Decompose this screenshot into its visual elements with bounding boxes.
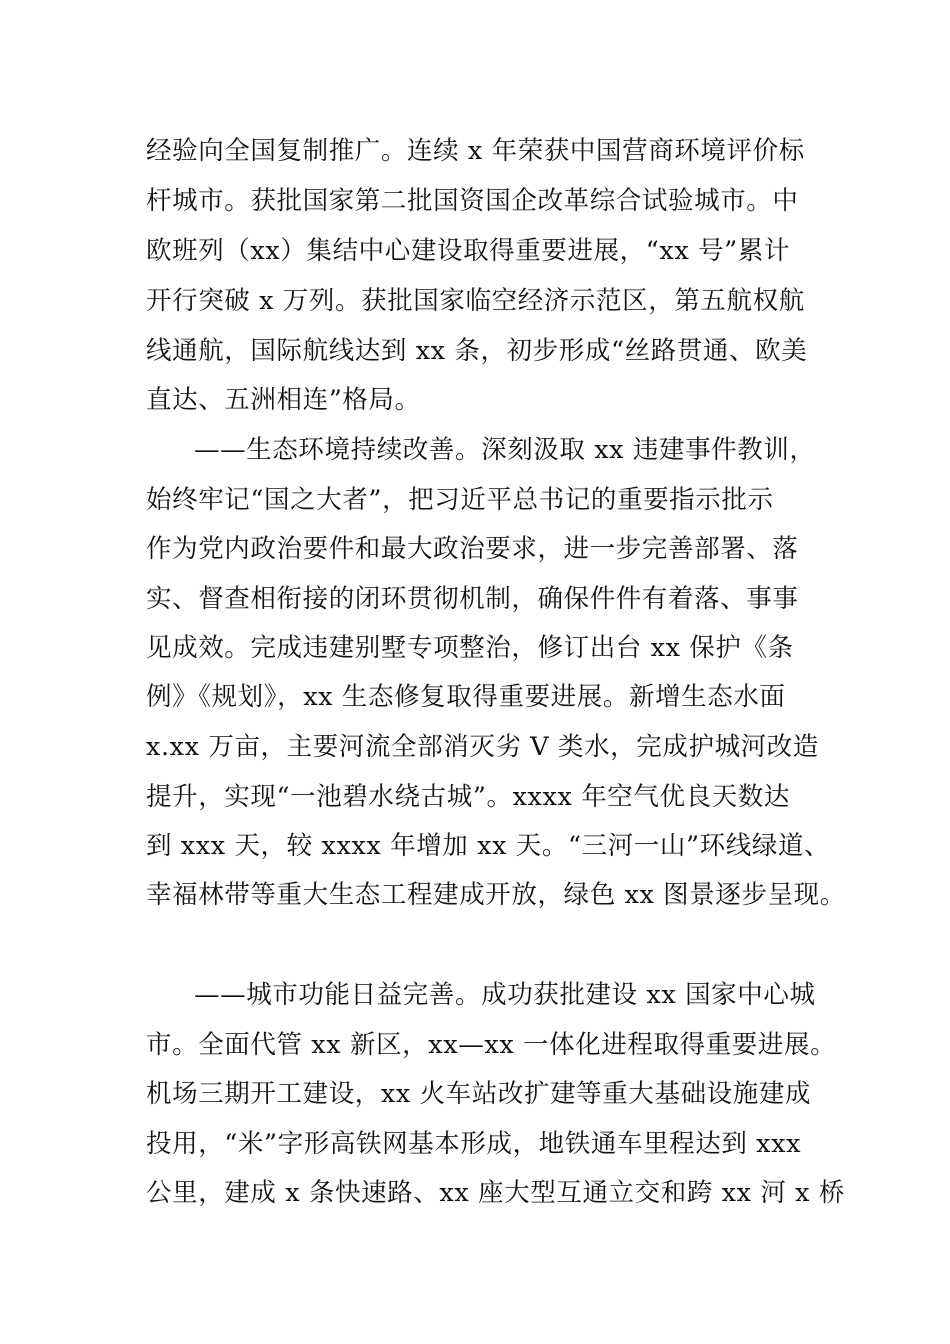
- paragraph-2-line-10: 幸福林带等重大生态工程建成开放，绿色 xx 图景逐步呈现。: [146, 880, 846, 910]
- paragraph-3-line-1: ——城市功能日益完善。成功获批建设 xx 国家中心城: [194, 980, 816, 1010]
- paragraph-1-line-2: 杆城市。获批国家第二批国资国企改革综合试验城市。中: [146, 186, 799, 216]
- paragraph-1-line-6: 直达、五洲相连”格局。: [146, 385, 421, 415]
- paragraph-3-line-4: 投用，“米”字形高铁网基本形成，地铁通车里程达到 xxx: [146, 1129, 802, 1159]
- paragraph-1-line-5: 线通航，国际航线达到 xx 条，初步形成“丝路贯通、欧美: [146, 336, 808, 366]
- paragraph-2-line-6: 例》《规划》，xx 生态修复取得重要进展。新增生态水面: [146, 682, 786, 712]
- paragraph-2-line-3: 作为党内政治要件和最大政治要求，进一步完善部署、落: [146, 534, 799, 564]
- paragraph-2-line-8: 提升，实现“一池碧水绕古城”。xxxx 年空气优良天数达: [146, 782, 791, 812]
- paragraph-2-line-7: x.xx 万亩，主要河流全部消灭劣 V 类水，完成护城河改造: [146, 732, 819, 762]
- paragraph-1-line-4: 开行突破 x 万列。获批国家临空经济示范区，第五航权航: [146, 286, 805, 316]
- paragraph-2-line-1: ——生态环境持续改善。深刻汲取 xx 违建事件教训，: [194, 435, 816, 465]
- paragraph-1-line-3: 欧班列（xx）集结中心建设取得重要进展，“xx 号”累计: [146, 236, 791, 266]
- paragraph-3-line-3: 机场三期开工建设，xx 火车站改扩建等重大基础设施建成: [146, 1079, 812, 1109]
- paragraph-3-line-5: 公里，建成 x 条快速路、xx 座大型互通立交和跨 xx 河 x 桥: [146, 1178, 845, 1208]
- paragraph-2-line-9: 到 xxx 天，较 xxxx 年增加 xx 天。“三河一山”环线绿道、: [146, 831, 831, 861]
- paragraph-2-line-2: 始终牢记“国之大者”，把习近平总书记的重要指示批示: [146, 485, 774, 515]
- paragraph-2-line-5: 见成效。完成违建别墅专项整治，修订出台 xx 保护《条: [146, 633, 794, 663]
- paragraph-2-line-4: 实、督查相衔接的闭环贯彻机制，确保件件有着落、事事: [146, 584, 799, 614]
- paragraph-3-line-2: 市。全面代管 xx 新区，xx—xx 一体化进程取得重要进展。: [146, 1030, 837, 1060]
- paragraph-1-line-1: 经验向全国复制推广。连续 x 年荣获中国营商环境评价标: [146, 136, 805, 166]
